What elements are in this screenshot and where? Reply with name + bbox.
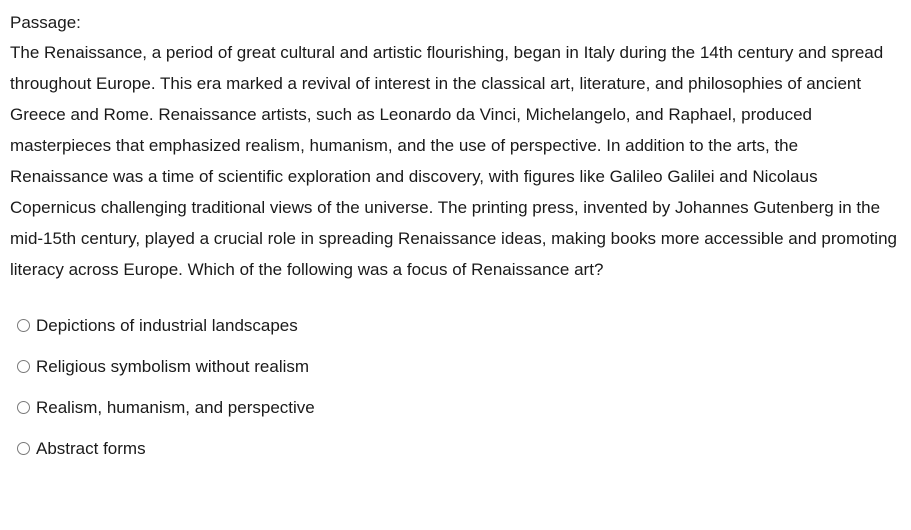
option-label: Abstract forms bbox=[36, 438, 146, 458]
answer-options bbox=[10, 305, 901, 469]
answer-option[interactable] bbox=[10, 305, 901, 346]
radio-button[interactable] bbox=[17, 401, 30, 414]
passage-text: The Renaissance, a period of great cultural and artistic flourishing, began in Italy during the 14th century and spread throughout Europe. This era marked a revival of interest in the classical art, literature, and philosophies of ancient Greece and Rome. Renaissance artists, such as Leonardo da Vinci, Michelangelo, and Raphael, produced masterpieces that emphasized realism, humanism, and the use of perspective. In addition to the arts, the Renaissance was a time of scientific exploration and discovery, with figures like Galileo Galilei and Nicolaus Copernicus challenging traditional views of the universe. The printing press, invented by Johannes Gutenberg in the mid-15th century, played a crucial role in spreading Renaissance ideas, making books more accessible and promoting literacy across Europe. Which of the following was a focus of Renaissance art? bbox=[10, 43, 897, 279]
radio-button[interactable] bbox=[17, 360, 30, 373]
radio-button[interactable] bbox=[17, 442, 30, 455]
answer-option[interactable] bbox=[10, 428, 901, 469]
option-label: Realism, humanism, and perspective bbox=[36, 397, 315, 417]
option-label: Religious symbolism without realism bbox=[36, 356, 310, 376]
option-label: Depictions of industrial landscapes bbox=[36, 315, 298, 335]
answer-option[interactable] bbox=[10, 387, 901, 428]
answer-option[interactable] bbox=[10, 346, 901, 387]
radio-button[interactable] bbox=[17, 319, 30, 332]
passage-heading: Passage: bbox=[10, 13, 81, 32]
